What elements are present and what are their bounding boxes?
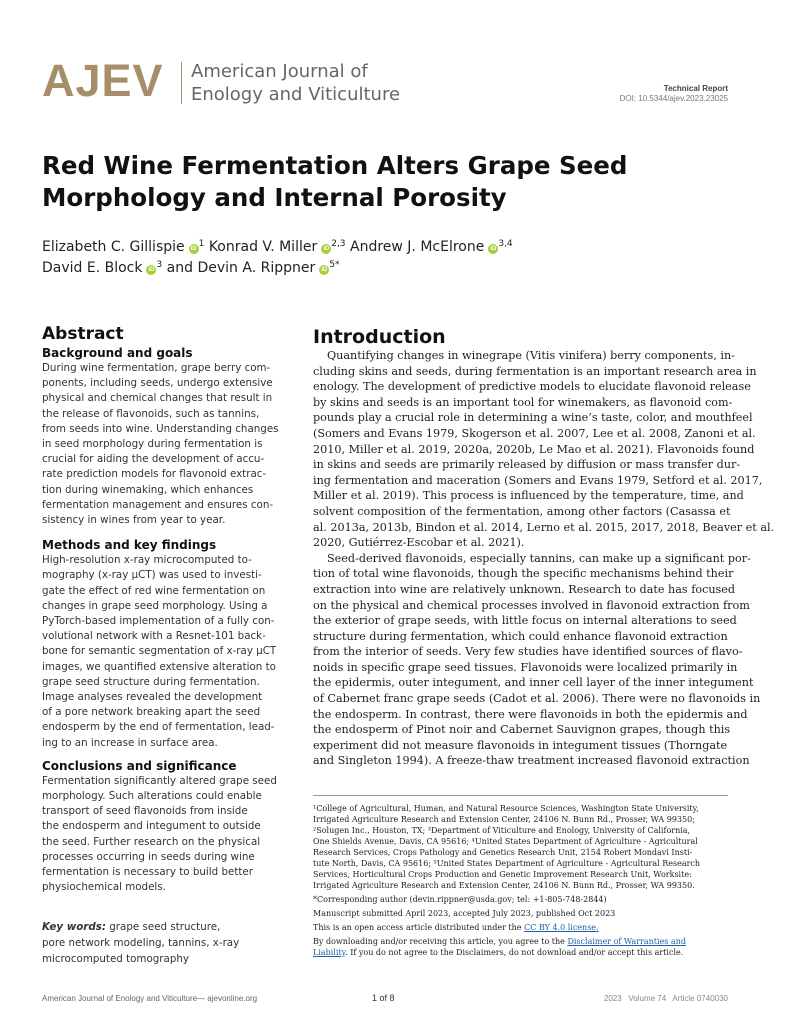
text-line: the endosperm of Pinot noir and Cabernet Sauvignon grapes, though this <box>313 723 731 737</box>
text-line: transport of seed flavonoids from inside <box>42 805 248 818</box>
text-line: cluding skins and seeds, during fermentation is an important research area in <box>313 364 757 378</box>
affiliation-line: ¹College of Agricultural, Human, and Natural Resource Sciences, Washington State University, <box>313 804 699 813</box>
introduction-column <box>313 348 775 769</box>
text-line: the seed. Further research on the physical <box>42 835 261 848</box>
abstract-column <box>42 324 282 896</box>
text-line: Quantifying changes in winegrape (Vitis vinifera) berry components, in- <box>327 349 735 362</box>
text-line: endosperm by the end of fermentation, lead- <box>42 721 275 734</box>
keywords-block <box>42 919 282 967</box>
text-line: the epidermis, outer integument, and inner cell layer of the inner integument <box>313 676 754 690</box>
text-line: Fermentation significantly altered grape seed <box>42 774 277 787</box>
text-line: ponents, including seeds, undergo extensive <box>42 377 273 390</box>
author-name: Devin A. Rippner <box>197 260 316 276</box>
journal-logo: AJEV <box>42 55 164 106</box>
text-line: fermentation management and ensures con- <box>42 498 274 511</box>
logo-divider <box>181 62 182 104</box>
text-line: crucial for aiding the development of accu- <box>42 453 265 466</box>
text-line: the exterior of grape seeds, with little focus on internal alterations to seed <box>313 614 737 628</box>
text-line: 2010, Miller et al. 2019, 2020a, 2020b, Le Mao et al. 2021). Flavonoids found <box>313 442 755 456</box>
introduction-heading: Introduction <box>313 326 446 348</box>
journal-name-line1: American Journal of <box>191 61 368 82</box>
keywords-text: grape seed structure, <box>109 921 221 933</box>
intro-paragraph-1 <box>313 348 775 551</box>
open-access-line <box>313 922 728 933</box>
affiliation-line: ²Solugen Inc., Houston, TX; ³Department of Viticulture and Enology, University of California, <box>313 826 691 835</box>
orcid-icon[interactable]: iD <box>321 267 328 273</box>
text-line: structure during fermentation, which could enhance flavonoid extraction <box>313 629 728 643</box>
text-line: fermentation is necessary to build better <box>42 866 253 879</box>
text-line: (Somers and Evans 1979, Skogerson et al. 2007, Lee et al. 2008, Zanoni et al. <box>313 426 756 440</box>
text-line: the endosperm and integument to outside <box>42 820 261 833</box>
journal-name-line2: Enology and Viticulture <box>191 84 401 105</box>
orcid-icon[interactable]: iD <box>148 267 155 273</box>
text-line: grape seed structure during fermentation. <box>42 675 260 688</box>
text-line: in skins and seeds are primarily released by diffusion or mass transfer dur- <box>313 458 741 472</box>
text-line: gate the effect of red wine fermentation on <box>42 584 266 597</box>
text-line: and Singleton 1994). A freeze-thaw treatment increased flavonoid extraction <box>313 754 750 768</box>
author-affiliation: 5* <box>329 260 340 270</box>
text-line: Image analyses revealed the development <box>42 691 263 704</box>
text-line: on the physical and chemical processes involved in flavonoid extraction from <box>313 598 750 612</box>
text-line: tion during winemaking, which enhances <box>42 483 254 496</box>
text-line: by skins and seeds is an important tool for winemakers, as flavonoid com- <box>313 395 733 409</box>
text-line: mography (x-ray µCT) was used to investi- <box>42 569 262 582</box>
author-name: Konrad V. Miller <box>208 239 318 255</box>
text-line: experiment did not measure flavonoids in integument tissues (Thorngate <box>313 738 728 752</box>
text-line: solvent composition of the fermentation, among other factors (Casassa et <box>313 504 731 518</box>
footnotes <box>313 803 728 958</box>
disclaimer-line-2 <box>313 947 728 958</box>
author-affiliation: 3 <box>156 260 163 270</box>
text-line: the endosperm. In contrast, there were flavonoids in both the epidermis and <box>313 707 748 721</box>
text-line: processes occurring in seeds during wine <box>42 850 255 863</box>
author-line-1 <box>42 240 513 254</box>
text-line: changes in grape seed morphology. Using a <box>42 599 268 612</box>
author-name: David E. Block <box>42 260 143 276</box>
license-link[interactable]: CC BY 4.0 license. <box>524 923 599 932</box>
text-line: enology. The development of predictive models to elucidate flavonoid release <box>313 380 751 394</box>
author-conjunction: and <box>166 260 194 276</box>
text-line: physical and chemical changes that result in <box>42 392 273 405</box>
abstract-heading: Abstract <box>42 324 124 344</box>
article-title <box>42 150 642 214</box>
text-line: physiochemical models. <box>42 881 166 894</box>
affiliation-line: Services, Horticultural Crops Production and Genetic Improvement Research Unit, Worksite: <box>313 870 692 879</box>
text-line: morphology. Such alterations could enable <box>42 790 262 803</box>
text-line: bone for semantic segmentation of x-ray µCT <box>42 645 277 658</box>
text-line: images, we quantified extensive alteration to <box>42 660 276 673</box>
text-line: of a pore network breaking apart the seed <box>42 706 261 719</box>
disclaimer-link-continued[interactable]: Liability <box>313 948 346 957</box>
affiliation-line: Research Services, Crops Pathology and Genetics Research Unit, 2154 Robert Mondavi Insti- <box>313 848 693 857</box>
doi-link[interactable]: DOI: 10.5344/ajev.2023.23025 <box>619 94 728 103</box>
footer-volume: 2023 Volume 74 Article 0740030 <box>603 994 728 1003</box>
affiliation-line: Irrigated Agriculture Research and Extension Center, 24106 N. Bunn Rd., Prosser, WA 99350; <box>313 815 695 824</box>
text-line: volutional network with a Resnet-101 back- <box>42 630 266 643</box>
orcid-icon[interactable]: iD <box>490 246 497 252</box>
intro-paragraph-2 <box>313 551 761 769</box>
author-line-2 <box>42 261 339 275</box>
author-name: Elizabeth C. Gillispie <box>42 239 185 255</box>
keywords-line: microcomputed tomography <box>42 953 189 965</box>
text-line: During wine fermentation, grape berry com- <box>42 362 271 374</box>
text-line: the release of flavonoids, such as tannins, <box>42 407 260 420</box>
text-line: sistency in wines from year to year. <box>42 514 226 527</box>
keywords-line <box>42 919 282 935</box>
text-line: from the interior of seeds. Very few studies have identified sources of flavo- <box>313 645 743 659</box>
text-line: High-resolution x-ray microcomputed to- <box>42 554 252 567</box>
background-text <box>42 361 282 528</box>
disclaimer-line-1 <box>313 936 728 947</box>
orcid-icon[interactable]: iD <box>190 246 197 252</box>
text-line: in seed morphology during fermentation is <box>42 438 263 451</box>
conclusions-text <box>42 774 282 896</box>
orcid-icon[interactable]: iD <box>323 246 330 252</box>
open-access-text: This is an open access article distributed under the <box>313 923 522 932</box>
article-type: Technical Report <box>663 84 728 93</box>
keywords-line: pore network modeling, tannins, x-ray <box>42 937 240 949</box>
author-affiliation: 2,3 <box>331 239 346 249</box>
text-line: tion of total wine flavonoids, though the specific mechanisms behind their <box>313 567 734 581</box>
text-line: ing to an increase in surface area. <box>42 736 218 749</box>
text-line: 2020, Gutiérrez-Escobar et al. 2021). <box>313 536 525 550</box>
background-heading: Background and goals <box>42 346 193 360</box>
text-line: Miller et al. 2019). This process is influenced by the temperature, time, and <box>313 489 744 503</box>
affiliation-line: tute North, Davis, CA 95616; ⁵United States Department of Agriculture - Agricultural Research <box>313 859 701 868</box>
page-number: 1 of 8 <box>372 993 395 1003</box>
author-name: Andrew J. McElrone <box>350 239 485 255</box>
text-line: of Cabernet franc grape seeds (Cadot et al. 2006). There were no flavonoids in <box>313 692 761 706</box>
disclaimer-link[interactable]: Disclaimer of Warranties and <box>567 937 686 946</box>
conclusions-heading: Conclusions and significance <box>42 758 237 773</box>
text-line: PyTorch-based implementation of a fully con- <box>42 615 275 628</box>
affiliation-line: One Shields Avenue, Davis, CA 95616; ⁴United States Department of Agriculture - Agricultural <box>313 837 698 846</box>
text-line: al. 2013a, 2013b, Bindon et al. 2014, Lerno et al. 2015, 2017, 2018, Beaver et al. <box>313 520 775 534</box>
footer-journal: American Journal of Enology and Viticulture— ajevonline.org <box>42 994 258 1003</box>
text-line: noids in specific grape seed tissues. Flavonoids were localized primarily in <box>313 660 738 674</box>
author-affiliation: 3,4 <box>498 239 513 249</box>
affiliation-line: Irrigated Agriculture Research and Extension Center, 24106 N. Bunn Rd., Prosser, WA 99350. <box>313 881 695 890</box>
author-affiliation: 1 <box>198 239 205 249</box>
text-line: from seeds into wine. Understanding changes <box>42 422 279 435</box>
text-line: pounds play a crucial role in determining a wine’s taste, color, and mouthfeel <box>313 411 753 425</box>
text-line: Seed-derived flavonoids, especially tannins, can make up a significant por- <box>327 551 751 565</box>
manuscript-dates: Manuscript submitted April 2023, accepted July 2023, published Oct 2023 <box>313 909 616 918</box>
text-line: rate prediction models for flavonoid extrac- <box>42 468 267 481</box>
footnote-divider <box>313 795 728 796</box>
text-line: ing fermentation and maceration (Somers and Evans 1979, Setford et al. 2017, <box>313 473 763 487</box>
methods-text <box>42 553 282 751</box>
keywords-label: Key words: <box>42 921 106 933</box>
title-line: Red Wine Fermentation Alters Grape Seed <box>42 151 628 180</box>
disclaimer-text: . If you do not agree to the Disclaimers, do not download and/or accept this article. <box>345 948 684 957</box>
text-line: extraction into wine are relatively unknown. Research to date has focused <box>313 582 736 596</box>
title-line: Morphology and Internal Porosity <box>42 183 507 212</box>
methods-heading: Methods and key findings <box>42 538 217 553</box>
disclaimer-text: By downloading and/or receiving this article, you agree to the <box>313 937 565 946</box>
corresponding-author: *Corresponding author (devin.rippner@usda.gov; tel: +1-805-748-2844) <box>313 895 607 904</box>
